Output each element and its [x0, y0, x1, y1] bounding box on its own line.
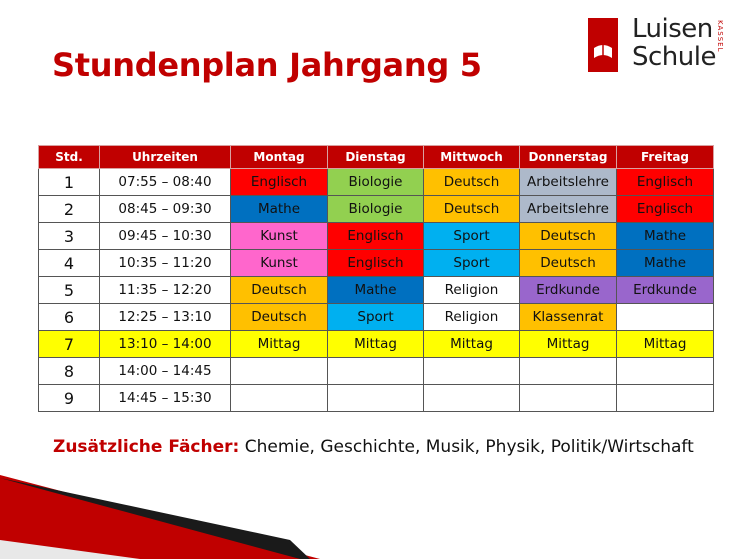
header-donnerstag: Donnerstag: [520, 146, 617, 169]
header-dienstag: Dienstag: [328, 146, 424, 169]
cell-uhrzeit: 09:45 – 10:30: [100, 223, 231, 250]
cell-std: 7: [39, 331, 100, 358]
cell-montag: Kunst: [231, 250, 328, 277]
header-row: [39, 146, 714, 169]
cell-dienstag: Englisch: [328, 250, 424, 277]
cell-uhrzeit: 10:35 – 11:20: [100, 250, 231, 277]
cell-montag: [231, 385, 328, 412]
cell-freitag: Englisch: [617, 169, 714, 196]
cell-mittwoch: Religion: [424, 304, 520, 331]
cell-donnerstag: [520, 385, 617, 412]
cell-mittwoch: Deutsch: [424, 196, 520, 223]
cell-montag: Deutsch: [231, 304, 328, 331]
header-freitag: Freitag: [617, 146, 714, 169]
cell-std: 5: [39, 277, 100, 304]
cell-mittwoch: Sport: [424, 223, 520, 250]
cell-montag: Mittag: [231, 331, 328, 358]
cell-uhrzeit: 13:10 – 14:00: [100, 331, 231, 358]
logo-line1: Luisen: [632, 14, 713, 44]
cell-donnerstag: Arbeitslehre: [520, 169, 617, 196]
cell-donnerstag: Deutsch: [520, 250, 617, 277]
cell-freitag: Mathe: [617, 223, 714, 250]
cell-donnerstag: Deutsch: [520, 223, 617, 250]
cell-freitag: [617, 358, 714, 385]
book-icon: [586, 16, 626, 86]
cell-donnerstag: Mittag: [520, 331, 617, 358]
cell-dienstag: [328, 358, 424, 385]
cell-mittwoch: Mittag: [424, 331, 520, 358]
cell-uhrzeit: 08:45 – 09:30: [100, 196, 231, 223]
cell-freitag: Erdkunde: [617, 277, 714, 304]
cell-uhrzeit: 12:25 – 13:10: [100, 304, 231, 331]
header-uhrzeiten: Uhrzeiten: [100, 146, 231, 169]
cell-dienstag: Biologie: [328, 196, 424, 223]
header-mittwoch: Mittwoch: [424, 146, 520, 169]
cell-dienstag: Biologie: [328, 169, 424, 196]
cell-dienstag: [328, 385, 424, 412]
cell-mittwoch: [424, 385, 520, 412]
cell-freitag: Mittag: [617, 331, 714, 358]
cell-montag: Kunst: [231, 223, 328, 250]
cell-dienstag: Sport: [328, 304, 424, 331]
table-row: [39, 223, 714, 250]
cell-dienstag: Englisch: [328, 223, 424, 250]
cell-mittwoch: Religion: [424, 277, 520, 304]
additional-subjects-label: Zusätzliche Fächer:: [53, 437, 240, 457]
cell-std: 4: [39, 250, 100, 277]
cell-montag: Englisch: [231, 169, 328, 196]
table-row: [39, 385, 714, 412]
cell-uhrzeit: 14:45 – 15:30: [100, 385, 231, 412]
table-row: [39, 196, 714, 223]
table-row: [39, 358, 714, 385]
cell-donnerstag: [520, 358, 617, 385]
cell-montag: Mathe: [231, 196, 328, 223]
cell-std: 6: [39, 304, 100, 331]
additional-subjects-list: Chemie, Geschichte, Musik, Physik, Politik/Wirtschaft: [239, 437, 694, 457]
cell-std: 2: [39, 196, 100, 223]
header-std: Std.: [39, 146, 100, 169]
cell-std: 1: [39, 169, 100, 196]
cell-dienstag: Mathe: [328, 277, 424, 304]
cell-mittwoch: [424, 358, 520, 385]
timetable: [38, 145, 714, 412]
cell-freitag: Mathe: [617, 250, 714, 277]
cell-freitag: [617, 304, 714, 331]
header-montag: Montag: [231, 146, 328, 169]
logo-city: KASSEL: [716, 20, 724, 53]
cell-freitag: [617, 385, 714, 412]
cell-uhrzeit: 14:00 – 14:45: [100, 358, 231, 385]
logo-line2: Schule: [632, 42, 716, 72]
additional-subjects: [53, 437, 694, 457]
cell-freitag: Englisch: [617, 196, 714, 223]
cell-std: 9: [39, 385, 100, 412]
table-row: [39, 304, 714, 331]
table-row: [39, 277, 714, 304]
page-title: Stundenplan Jahrgang 5: [52, 46, 482, 84]
cell-std: 3: [39, 223, 100, 250]
cell-dienstag: Mittag: [328, 331, 424, 358]
cell-uhrzeit: 07:55 – 08:40: [100, 169, 231, 196]
table-row: [39, 331, 714, 358]
cell-donnerstag: Arbeitslehre: [520, 196, 617, 223]
cell-montag: [231, 358, 328, 385]
school-logo: [576, 2, 745, 77]
table-row: [39, 169, 714, 196]
cell-mittwoch: Sport: [424, 250, 520, 277]
cell-std: 8: [39, 358, 100, 385]
cell-donnerstag: Klassenrat: [520, 304, 617, 331]
cell-donnerstag: Erdkunde: [520, 277, 617, 304]
cell-uhrzeit: 11:35 – 12:20: [100, 277, 231, 304]
table-row: [39, 250, 714, 277]
cell-mittwoch: Deutsch: [424, 169, 520, 196]
cell-montag: Deutsch: [231, 277, 328, 304]
